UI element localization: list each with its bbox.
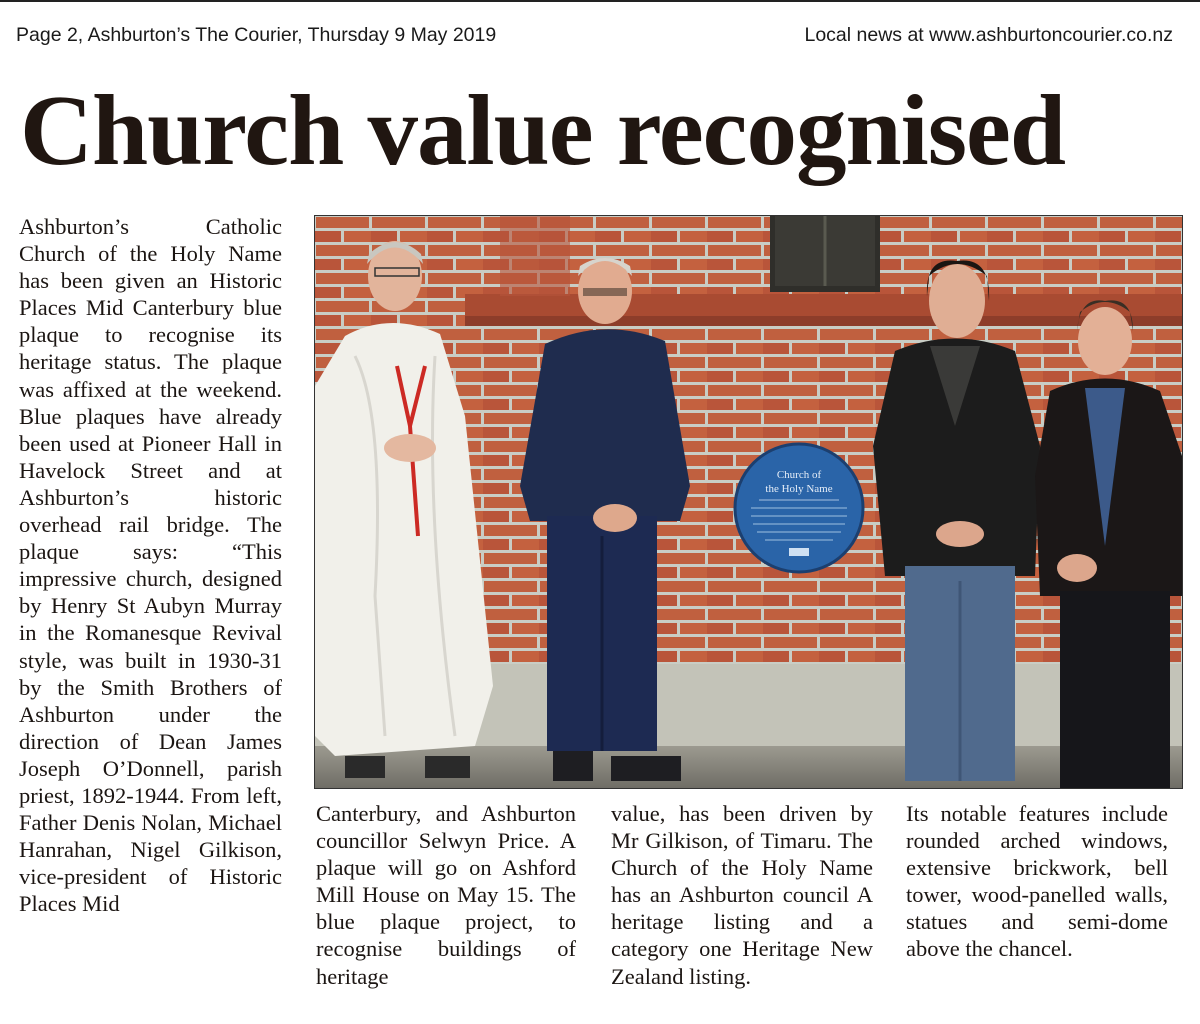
page-folio: Page 2, Ashburton’s The Courier, Thursday 9 May 2019 <box>16 24 497 46</box>
top-rule <box>0 0 1200 2</box>
website-line: Local news at www.ashburtoncourier.co.nz <box>804 24 1173 46</box>
news-photo <box>314 215 1183 789</box>
article-column-4: Its notable features include rounded arched windows, extensive brickwork, bell tower, wood-panelled walls, statues and semi-dome above the chancel. <box>906 801 1168 962</box>
article-column-2: Canterbury, and Ashburton councillor Selwyn Price. A plaque will go on Ashford Mill House on May 15. The blue plaque project, to recognise buildings of heritage <box>316 801 576 989</box>
plaque-title-1: Church of <box>776 469 822 481</box>
article-column-3: value, has been driven by Mr Gilkison, of Timaru. The Church of the Holy Name has an Ashburton council A heritage listing and a category one Heritage New Zealand listing. <box>611 801 873 989</box>
article-column-1: Ashburton’s Catholic Church of the Holy Name has been given an Historic Places Mid Canterbury blue plaque to recognise its heritage status. The plaque was affixed at the weekend. Blue plaques have already been used at Pioneer Hall in Havelock Street and at Ashburton’s historic overhead rail bridge. The plaque says: “This impressive church, designed by Henry St Aubyn Murray in the Romanesque Revival style, was built in 1930-31 by the Smith Brothers of Ashburton under the direction of Dean James Joseph O’Donnell, parish priest, 1892-1944. From left, Father Denis Nolan, Michael Hanrahan, Nigel Gilkison, vice-president of Historic Places Mid <box>19 214 282 917</box>
headline: Church value recognised <box>20 74 1066 186</box>
plaque-title-2: the Holy Name <box>765 483 833 495</box>
blue-plaque <box>735 444 863 572</box>
